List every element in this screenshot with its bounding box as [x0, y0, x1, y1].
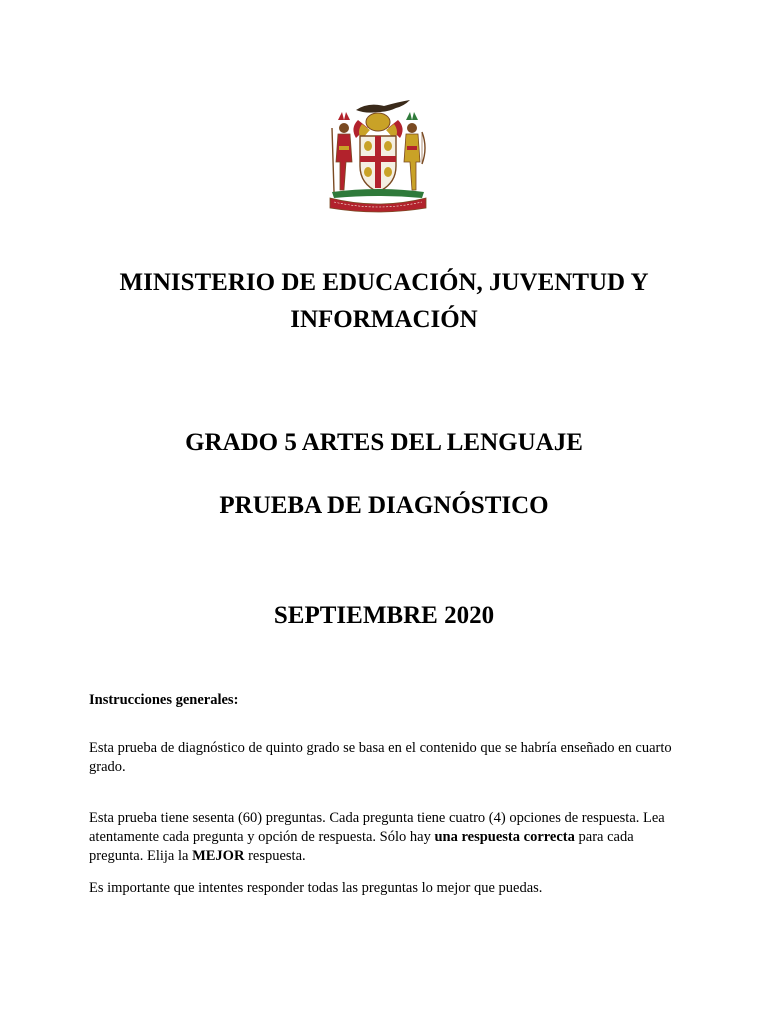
ministry-title-line1: MINISTERIO DE EDUCACIÓN, JUVENTUD Y — [119, 269, 649, 296]
grade-subject-title: GRADO 5 ARTES DEL LENGUAJE — [185, 429, 583, 456]
instructions-paragraph-2 — [89, 809, 679, 866]
correct-answer-emphasis: una respuesta correcta — [434, 829, 575, 845]
test-date: SEPTIEMBRE 2020 — [273, 602, 495, 629]
best-emphasis: MEJOR — [192, 848, 245, 864]
ministry-title-line2: INFORMACIÓN — [290, 306, 478, 333]
coat-of-arms-emblem — [322, 98, 434, 214]
instructions-heading: Instrucciones generales: — [89, 692, 239, 708]
test-title: PRUEBA DE DIAGNÓSTICO — [219, 492, 549, 519]
paragraph-2-text-b: para cada pregunta. Elija la — [89, 829, 634, 864]
instructions-paragraph-1: Esta prueba de diagnóstico de quinto grado se basa en el contenido que se habría enseñado en cuarto grado. — [89, 740, 672, 775]
paragraph-2-text-c: respuesta. — [244, 848, 306, 864]
instructions-paragraph-3: Es importante que intentes responder todas las preguntas lo mejor que puedas. — [89, 880, 543, 896]
paragraph-2-text-a: Esta prueba tiene sesenta (60) preguntas. Cada pregunta tiene cuatro (4) opciones de respuesta. Lea atentamente cada pregunta y opción de respuesta. Sólo hay — [89, 810, 665, 845]
